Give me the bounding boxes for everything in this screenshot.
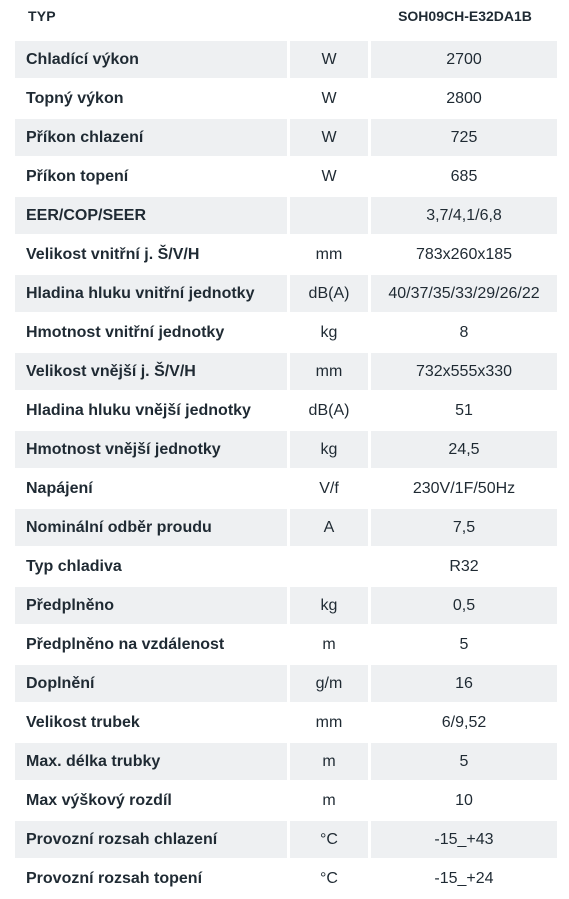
param-name: Max. délka trubky — [15, 743, 287, 780]
param-value: 7,5 — [371, 509, 557, 546]
param-value: 40/37/35/33/29/26/22 — [371, 275, 557, 312]
param-name: Velikost trubek — [26, 713, 140, 731]
param-name: Doplnění — [15, 665, 287, 702]
table-row — [15, 392, 557, 431]
param-name: Hladina hluku vnější jednotky — [26, 401, 251, 419]
table-row — [15, 314, 557, 353]
param-name: Příkon chlazení — [15, 119, 287, 156]
param-name: Napájení — [26, 479, 93, 497]
param-value: 0,5 — [371, 587, 557, 624]
param-name: Předplněno — [15, 587, 287, 624]
table-row — [15, 353, 557, 392]
param-value: 3,7/4,1/6,8 — [371, 197, 557, 234]
param-name: Hmotnost vnější jednotky — [15, 431, 287, 468]
param-value: 5 — [459, 635, 469, 653]
table-row — [15, 626, 557, 665]
param-unit — [290, 548, 368, 585]
param-unit: °C — [290, 821, 368, 858]
param-value: -15_+43 — [371, 821, 557, 858]
table-row — [15, 431, 557, 470]
param-name: Max výškový rozdíl — [26, 791, 172, 809]
table-row — [15, 509, 557, 548]
param-unit: dB(A) — [290, 275, 368, 312]
param-value: 2800 — [446, 89, 482, 107]
table-row — [15, 197, 557, 236]
param-unit: A — [290, 509, 368, 546]
param-unit: dB(A) — [308, 401, 350, 419]
param-unit: mm — [290, 353, 368, 390]
table-row — [15, 782, 557, 821]
param-value: 51 — [455, 401, 473, 419]
table-row — [15, 236, 557, 275]
param-unit: mm — [315, 713, 343, 731]
table-row — [15, 275, 557, 314]
param-name: EER/COP/SEER — [15, 197, 287, 234]
param-value: 2700 — [371, 41, 557, 78]
param-value: 783x260x185 — [415, 245, 513, 263]
param-unit: m — [322, 635, 336, 653]
param-unit: W — [290, 41, 368, 78]
param-name: Velikost vnitřní j. Š/V/H — [26, 245, 200, 263]
param-value: 6/9,52 — [441, 713, 487, 731]
type-label: TYP — [28, 8, 56, 24]
param-value: 685 — [450, 167, 478, 185]
spec-table — [15, 41, 557, 899]
param-value: R32 — [449, 557, 479, 575]
param-unit: mm — [315, 245, 343, 263]
table-row — [15, 119, 557, 158]
table-row — [15, 704, 557, 743]
param-name: Provozní rozsah topení — [26, 869, 203, 887]
param-value: -15_+24 — [434, 869, 494, 887]
param-name: Chladící výkon — [15, 41, 287, 78]
param-unit: W — [290, 119, 368, 156]
param-unit: m — [290, 743, 368, 780]
table-row — [15, 548, 557, 587]
param-value: 732x555x330 — [371, 353, 557, 390]
param-value: 8 — [459, 323, 469, 341]
param-unit: m — [322, 791, 336, 809]
table-row — [15, 41, 557, 80]
model-name: SOH09CH-E32DA1B — [398, 8, 532, 24]
table-row — [15, 80, 557, 119]
table-row — [15, 470, 557, 509]
param-value: 230V/1F/50Hz — [412, 479, 516, 497]
param-unit: kg — [290, 431, 368, 468]
param-unit: kg — [320, 323, 338, 341]
param-name: Hmotnost vnitřní jednotky — [26, 323, 225, 341]
table-header — [0, 0, 569, 36]
param-value: 10 — [455, 791, 473, 809]
param-unit: °C — [320, 869, 338, 887]
param-name: Příkon topení — [26, 167, 129, 185]
param-unit — [290, 197, 368, 234]
param-name: Provozní rozsah chlazení — [15, 821, 287, 858]
param-value: 16 — [371, 665, 557, 702]
param-unit: W — [321, 167, 337, 185]
param-unit: g/m — [290, 665, 368, 702]
param-name: Typ chladiva — [26, 557, 122, 575]
param-name: Topný výkon — [26, 89, 124, 107]
param-unit: W — [321, 89, 337, 107]
table-row — [15, 860, 557, 899]
param-name: Velikost vnější j. Š/V/H — [15, 353, 287, 390]
table-row — [15, 158, 557, 197]
param-value: 5 — [371, 743, 557, 780]
param-name: Předplněno na vzdálenost — [26, 635, 225, 653]
param-unit: kg — [290, 587, 368, 624]
param-name: Hladina hluku vnitřní jednotky — [15, 275, 287, 312]
param-unit: V/f — [319, 479, 339, 497]
table-row — [15, 665, 557, 704]
param-value: 725 — [371, 119, 557, 156]
param-value: 24,5 — [371, 431, 557, 468]
table-row — [15, 821, 557, 860]
table-row — [15, 587, 557, 626]
table-row — [15, 743, 557, 782]
param-name: Nominální odběr proudu — [15, 509, 287, 546]
